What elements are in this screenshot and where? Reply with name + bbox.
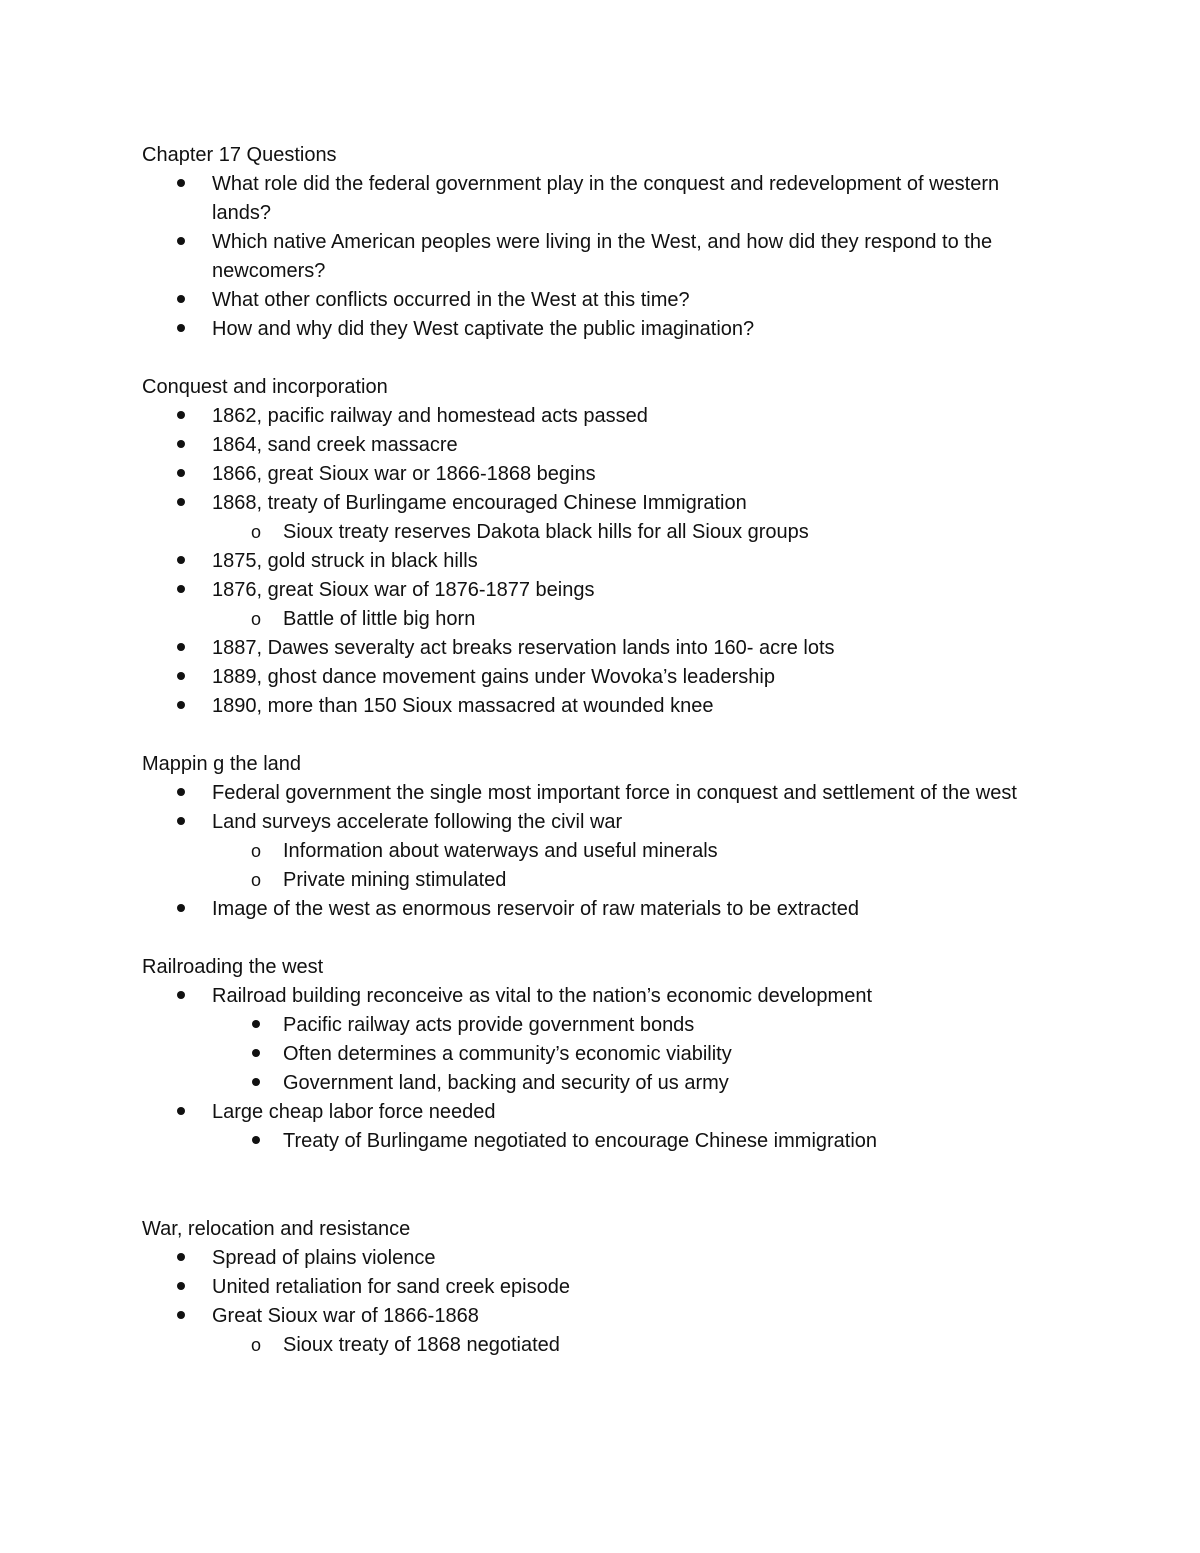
list-item-text: 1864, sand creek massacre: [212, 434, 458, 456]
sub-list-item: [142, 605, 1062, 634]
bullet-icon: [171, 1098, 191, 1127]
list-item-text: Railroad building reconceive as vital to the nation’s economic development: [212, 985, 873, 1007]
section-war-relocation-resistance: [142, 1215, 1062, 1360]
list-item-text: Federal government the single most important force in conquest and settlement of the west: [212, 782, 1017, 804]
section-heading: Chapter 17 Questions: [142, 144, 337, 166]
bullet-icon: [246, 1040, 266, 1069]
list-item-text: 1862, pacific railway and homestead acts passed: [212, 405, 648, 427]
list-item: [142, 808, 1062, 837]
circle-bullet-icon: o: [250, 1335, 261, 1355]
sub-list-item: [142, 837, 1062, 866]
list-item-text: Spread of plains violence: [212, 1247, 436, 1269]
blank-line: [142, 1156, 1062, 1186]
list-item: [142, 1098, 1062, 1127]
list-item-text: Sioux treaty of 1868 negotiated: [283, 1334, 560, 1356]
bullet-icon: [171, 315, 191, 344]
bullet-icon: [171, 895, 191, 924]
list-item: [142, 779, 1062, 808]
list-item-text: Treaty of Burlingame negotiated to encourage Chinese immigration: [283, 1130, 878, 1152]
list-item: [142, 460, 1062, 489]
document-page: [142, 141, 1062, 1389]
list-item: [142, 663, 1062, 692]
circle-bullet-icon: o: [250, 870, 261, 890]
list-item-text: Sioux treaty reserves Dakota black hills for all Sioux groups: [283, 521, 809, 543]
bullet-icon: [171, 402, 191, 431]
bullet-icon: [171, 228, 191, 257]
list-item-text: How and why did they West captivate the public imagination?: [212, 318, 755, 340]
bullet-icon: [246, 1127, 266, 1156]
sub-list-item: [142, 866, 1062, 895]
section-conquest: [142, 373, 1062, 721]
bullet-icon: [171, 692, 191, 721]
list-item: [142, 547, 1062, 576]
list-item-text: Information about waterways and useful minerals: [283, 840, 718, 862]
sub-list-item: [142, 1040, 1062, 1069]
list-item: [142, 228, 1062, 286]
list-item: [142, 402, 1062, 431]
list-item-text: 1890, more than 150 Sioux massacred at wounded knee: [212, 695, 714, 717]
section-heading: Conquest and incorporation: [142, 376, 388, 398]
sub-list-item: [142, 1127, 1062, 1156]
list-item: [142, 431, 1062, 460]
list-item-text: United retaliation for sand creek episode: [212, 1276, 570, 1298]
bullet-icon: [171, 663, 191, 692]
sub-list-item: [142, 1331, 1062, 1360]
bullet-icon: [171, 170, 191, 199]
bullet-icon: [246, 1069, 266, 1098]
list-item-text: 1887, Dawes severalty act breaks reservation lands into 160- acre lots: [212, 637, 835, 659]
sub-list-item: [142, 1069, 1062, 1098]
bullet-icon: [171, 431, 191, 460]
bullet-icon: [171, 1273, 191, 1302]
list-item-text: Government land, backing and security of us army: [283, 1072, 729, 1094]
list-item-text: Battle of little big horn: [283, 608, 476, 630]
bullet-icon: [171, 982, 191, 1011]
list-item: [142, 315, 1062, 344]
circle-bullet-icon: o: [250, 522, 261, 542]
list-item: [142, 895, 1062, 924]
bullet-icon: [246, 1011, 266, 1040]
list-item-text: 1875, gold struck in black hills: [212, 550, 478, 572]
list-item-text: 1866, great Sioux war or 1866-1868 begins: [212, 463, 596, 485]
list-item: [142, 982, 1062, 1011]
list-item-text: What other conflicts occurred in the West at this time?: [212, 289, 690, 311]
circle-bullet-icon: o: [250, 609, 261, 629]
list-item: [142, 1302, 1062, 1331]
sub-list-item: [142, 518, 1062, 547]
list-item-text: Which native American peoples were living in the West, and how did they respond to the newcomers?: [212, 231, 993, 282]
sub-list-item: [142, 1011, 1062, 1040]
bullet-icon: [171, 576, 191, 605]
bullet-icon: [171, 808, 191, 837]
list-item-text: Great Sioux war of 1866-1868: [212, 1305, 479, 1327]
list-item: [142, 634, 1062, 663]
list-item: [142, 286, 1062, 315]
bullet-icon: [171, 460, 191, 489]
list-item-text: Land surveys accelerate following the civil war: [212, 811, 623, 833]
list-item: [142, 489, 1062, 518]
list-item-text: Private mining stimulated: [283, 869, 507, 891]
list-item-text: 1876, great Sioux war of 1876-1877 beings: [212, 579, 595, 601]
list-item-text: Pacific railway acts provide government bonds: [283, 1014, 695, 1036]
section-heading: War, relocation and resistance: [142, 1218, 411, 1240]
bullet-icon: [171, 1302, 191, 1331]
bullet-icon: [171, 286, 191, 315]
bullet-icon: [171, 489, 191, 518]
bullet-icon: [171, 1244, 191, 1273]
list-item-text: Large cheap labor force needed: [212, 1101, 496, 1123]
list-item: [142, 576, 1062, 605]
list-item: [142, 1273, 1062, 1302]
list-item-text: 1889, ghost dance movement gains under Wovoka’s leadership: [212, 666, 775, 688]
list-item-text: 1868, treaty of Burlingame encouraged Chinese Immigration: [212, 492, 747, 514]
section-mapping-the-land: [142, 750, 1062, 924]
list-item: [142, 692, 1062, 721]
section-heading: Railroading the west: [142, 956, 324, 978]
circle-bullet-icon: o: [250, 841, 261, 861]
list-item: [142, 170, 1062, 228]
bullet-icon: [171, 634, 191, 663]
section-chapter-questions: [142, 141, 1062, 344]
list-item-text: Often determines a community’s economic viability: [283, 1043, 732, 1065]
section-heading: Mappin g the land: [142, 753, 302, 775]
list-item-text: What role did the federal government play in the conquest and redevelopment of western lands?: [212, 173, 1000, 224]
bullet-icon: [171, 547, 191, 576]
section-railroading-the-west: [142, 953, 1062, 1186]
bullet-icon: [171, 779, 191, 808]
list-item: [142, 1244, 1062, 1273]
list-item-text: Image of the west as enormous reservoir of raw materials to be extracted: [212, 898, 859, 920]
